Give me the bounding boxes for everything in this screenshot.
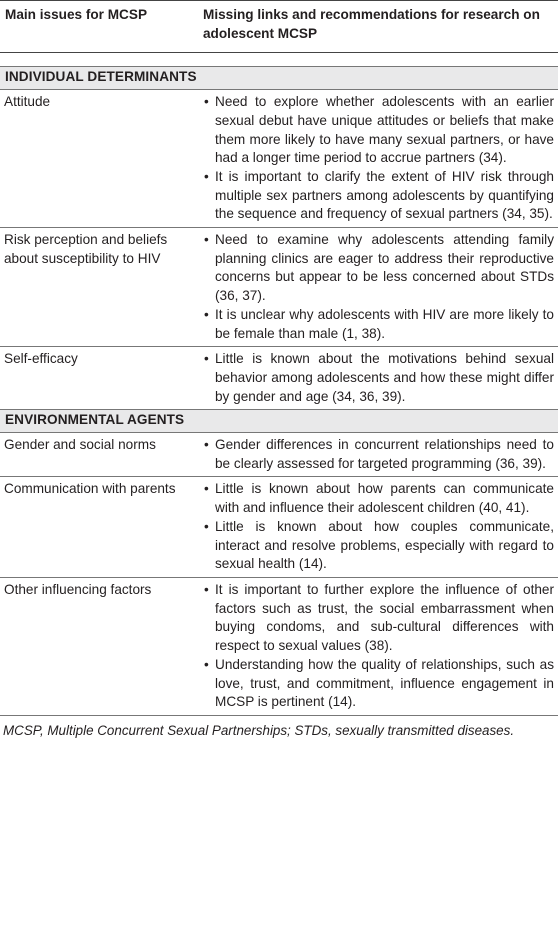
recommendation-item: • Gender differences in concurrent relationships need to be clearly assessed for targeted programming (36, 39). xyxy=(202,436,554,473)
table-footnote: MCSP, Multiple Concurrent Sexual Partnerships; STDs, sexually transmitted diseases. xyxy=(3,722,515,738)
recommendations-cell xyxy=(198,90,558,228)
table-row xyxy=(0,347,558,410)
recommendation-list xyxy=(202,231,554,343)
issue-cell: Other influencing factors xyxy=(0,577,198,715)
recommendations-cell xyxy=(198,228,558,347)
recommendations-cell xyxy=(198,477,558,578)
recommendations-cell xyxy=(198,433,558,477)
recommendation-item: • Need to explore whether adolescents with an earlier sexual debut have unique attitudes or beliefs that make them more likely to have many sexual partners, or have had a longer time period to accrue partners (34). xyxy=(202,93,554,168)
section-title: INDIVIDUAL DETERMINANTS xyxy=(0,67,558,90)
section-environmental-agents xyxy=(0,410,558,433)
table-row xyxy=(0,577,558,715)
table-row xyxy=(0,477,558,578)
section-individual-determinants xyxy=(0,67,558,90)
recommendation-list xyxy=(202,350,554,406)
header-row xyxy=(0,1,558,53)
recommendation-list xyxy=(202,93,554,224)
issue-cell: Attitude xyxy=(0,90,198,228)
recommendation-list xyxy=(202,581,554,712)
recommendation-item: • It is important to clarify the extent of HIV risk through multiple sex partners among adolescents by quantifying the sequence and frequency of sexual partners (34, 35). xyxy=(202,168,554,224)
table-row xyxy=(0,90,558,228)
recommendation-item: • Understanding how the quality of relationships, such as love, trust, and commitment, influence engagement in MCSP is pertinent (14). xyxy=(202,656,554,712)
recommendation-item: • Little is known about how parents can communicate with and influence their adolescent children (40, 41). xyxy=(202,480,554,517)
issue-cell: Communication with parents xyxy=(0,477,198,578)
header-main-issues: Main issues for MCSP xyxy=(0,1,198,53)
recommendations-cell xyxy=(198,577,558,715)
header-missing-links: Missing links and recommendations for research on adolescent MCSP xyxy=(198,1,558,53)
header-spacer xyxy=(0,53,558,67)
recommendation-item: • Little is known about the motivations behind sexual behavior among adolescents and how these might differ by gender and age (34, 36, 39). xyxy=(202,350,554,406)
recommendation-list xyxy=(202,480,554,574)
issue-cell: Self-efficacy xyxy=(0,347,198,410)
recommendation-item: • It is important to further explore the influence of other factors such as trust, the social embarrassment when buying condoms, and sub-cultural differences with respect to sexual values (38). xyxy=(202,581,554,656)
recommendation-item: • Need to examine why adolescents attending family planning clinics are eager to address their reproductive concerns but appear to be less concerned about STDs (36, 37). xyxy=(202,231,554,306)
issue-cell: Gender and social norms xyxy=(0,433,198,477)
recommendation-item: • Little is known about how couples communicate, interact and resolve problems, especially with regard to sexual health (14). xyxy=(202,518,554,574)
section-title: ENVIRONMENTAL AGENTS xyxy=(0,410,558,433)
recommendation-list xyxy=(202,436,554,473)
table-row xyxy=(0,433,558,477)
table-row xyxy=(0,228,558,347)
recommendations-cell xyxy=(198,347,558,410)
recommendation-item: • It is unclear why adolescents with HIV are more likely to be female than male (1, 38). xyxy=(202,306,554,343)
issue-cell: Risk perception and beliefs about susceptibility to HIV xyxy=(0,228,198,347)
